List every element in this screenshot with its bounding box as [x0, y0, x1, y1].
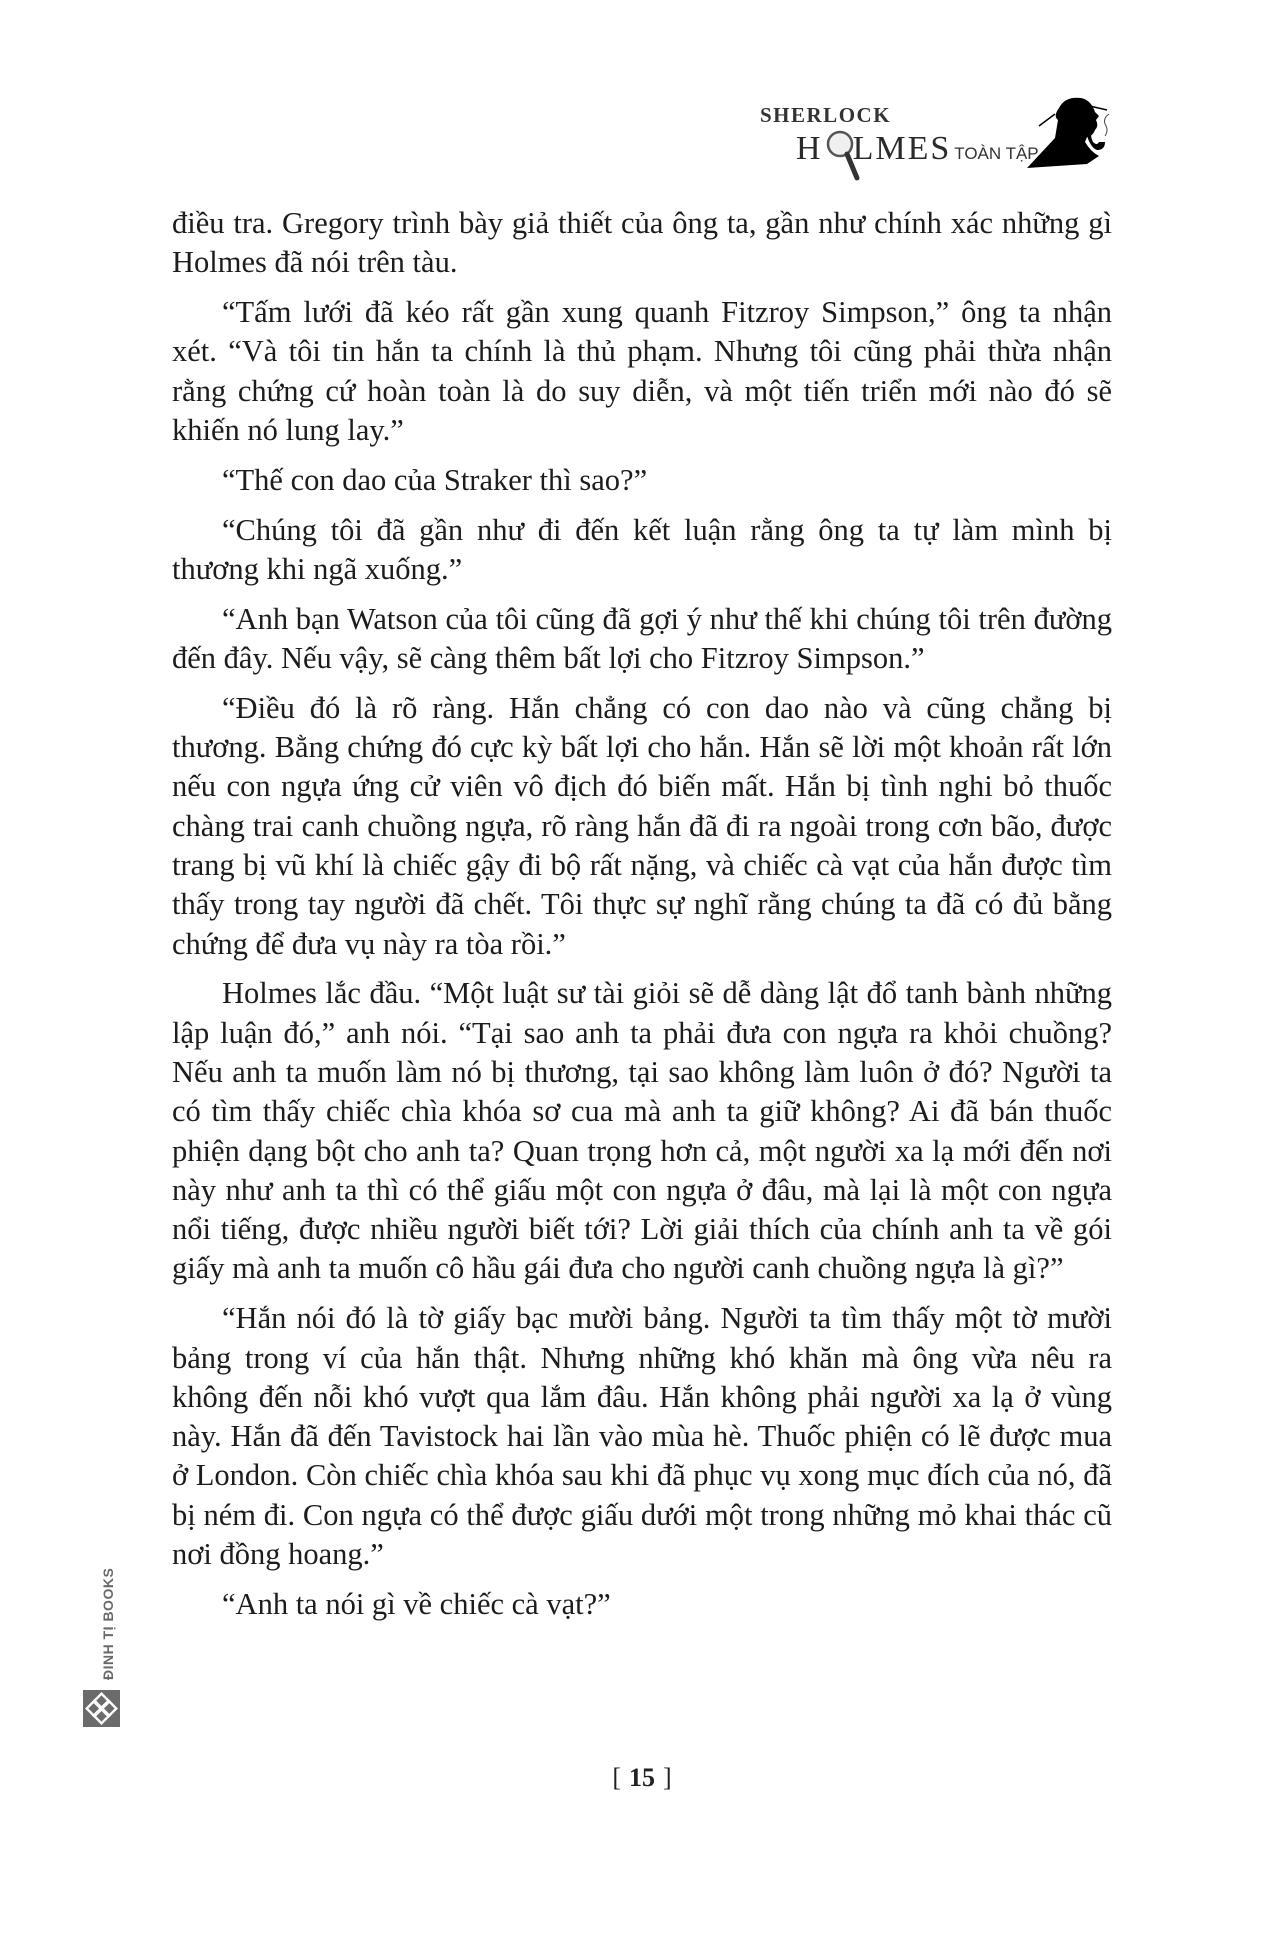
bracket-close: ]: [663, 1763, 672, 1792]
bracket-open: [: [612, 1763, 621, 1792]
paragraph: “Anh ta nói gì về chiếc cà vạt?”: [222, 1586, 611, 1621]
paragraph: “Chúng tôi đã gần như đi đến kết luận rằng ông ta tự làm mình bị thương khi ngã xuống.”: [172, 512, 1112, 586]
logo-holmes-h: H: [796, 130, 823, 167]
paragraph: điều tra. Gregory trình bày giả thiết của ông ta, gần như chính xác những gì Holmes đã nói trên tàu.: [172, 206, 1112, 280]
magnifying-glass-icon: [824, 128, 864, 184]
paragraph: “Điều đó là rõ ràng. Hắn chẳng có con dao nào và cũng chẳng bị thương. Bằng chứng đó cực kỳ bất lợi cho hắn. Hắn sẽ lời một khoản rất lớn nếu con ngựa ứng cử viên vô địch đó biến mất. Hắn bị tình nghi bỏ thuốc chàng trai canh chuồng ngựa, rõ ràng hắn đã đi ra ngoài trong cơn bão, được trang bị vũ khí là chiếc gậy đi bộ rất nặng, và chiếc cà vạt của hắn được tìm thấy trong tay người đã chết. Tôi thực sự nghĩ rằng chúng ta đã có đủ bằng chứng để đưa vụ này ra tòa rồi.”: [172, 690, 1112, 961]
paragraph: “Thế con dao của Straker thì sao?”: [222, 462, 648, 497]
sherlock-silhouette-icon: [1025, 90, 1115, 170]
series-logo: [760, 90, 1120, 185]
paragraph: “Tấm lưới đã kéo rất gần xung quanh Fitzroy Simpson,” ông ta nhận xét. “Và tôi tin hắn ta chính là thủ phạm. Nhưng tôi cũng phải thừa nhận rằng chứng cứ hoàn toàn là do suy diễn, và một tiến triển mới nào đó sẽ khiến nó lung lay.”: [172, 295, 1112, 447]
page-number: [0, 1763, 1284, 1793]
paragraph: Holmes lắc đầu. “Một luật sư tài giỏi sẽ dễ dàng lật đổ tanh bành những lập luận đó,” anh nói. “Tại sao anh ta phải đưa con ngựa ra khỏi chuồng? Nếu anh ta muốn làm nó bị thương, tại sao không làm luôn ở đó? Người ta có tìm thấy chiếc chìa khóa sơ cua mà anh ta giữ không? Ai đã bán thuốc phiện dạng bột cho anh ta? Quan trọng hơn cả, một người xa lạ mới đến nơi này như anh ta thì có thể giấu một con ngựa ở đâu, mà lại là một con ngựa nổi tiếng, được nhiều người biết tới? Lời giải thích của chính anh ta về gói giấy mà anh ta muốn cô hầu gái đưa cho người canh chuồng ngựa là gì?”: [172, 976, 1112, 1286]
paragraph: “Anh bạn Watson của tôi cũng đã gợi ý như thế khi chúng tôi trên đường đến đây. Nếu vậy, sẽ càng thêm bất lợi cho Fitzroy Simpson.”: [172, 601, 1112, 675]
page-number-value: 15: [629, 1763, 655, 1792]
paragraph: “Hắn nói đó là tờ giấy bạc mười bảng. Người ta tìm thấy một tờ mười bảng trong ví của hắn thật. Nhưng những khó khăn mà ông vừa nêu ra không đến nỗi khó vượt qua lắm đâu. Hắn không phải người xa lạ ở vùng này. Hắn đã đến Tavistock hai lần vào mùa hè. Thuốc phiện có lẽ được mua ở London. Còn chiếc chìa khóa sau khi đã phục vụ xong mục đích của nó, đã bị ném đi. Con ngựa có thể được giấu dưới một trong những mỏ khai thác cũ nơi đồng hoang.”: [172, 1301, 1112, 1571]
page-body: [172, 204, 1112, 1635]
publisher-name: ĐINH TỊ BOOKS: [100, 1567, 116, 1680]
logo-subtitle: TOÀN TẬP: [954, 144, 1039, 163]
dinh-ti-logo-icon: [83, 1690, 120, 1727]
logo-sherlock-text: SHERLOCK: [760, 103, 892, 127]
logo-holmes-rest: LMES: [852, 130, 952, 167]
